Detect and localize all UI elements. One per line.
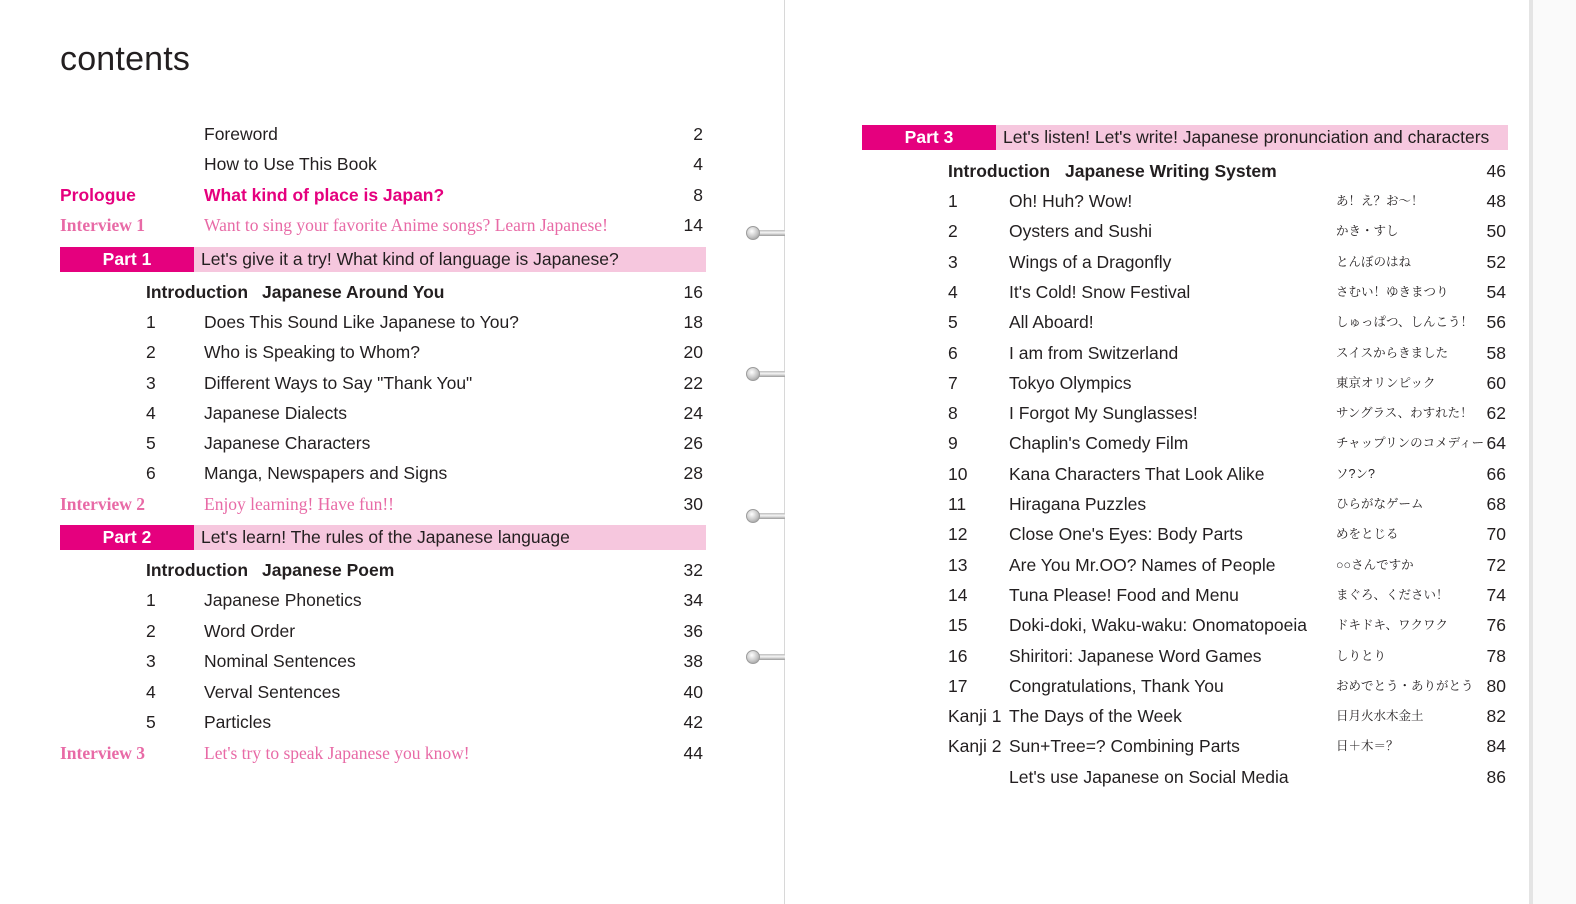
toc-row-lesson bbox=[862, 368, 1506, 398]
lesson-number: 1 bbox=[948, 191, 958, 211]
page-number: 28 bbox=[683, 463, 703, 483]
section-label: Prologue bbox=[60, 185, 136, 205]
toc-row-lesson bbox=[60, 646, 705, 676]
toc-row-prologue bbox=[60, 180, 705, 210]
page-number: 44 bbox=[683, 743, 703, 763]
toc-row-lesson bbox=[862, 307, 1506, 337]
entry-title: Manga, Newspapers and Signs bbox=[204, 463, 448, 483]
toc-row-lesson bbox=[862, 762, 1506, 792]
entry-title: Enjoy learning! Have fun!! bbox=[204, 494, 394, 514]
japanese-subtitle: あ！え？お～！ bbox=[1336, 194, 1424, 208]
entry-title: It's Cold! Snow Festival bbox=[1009, 282, 1191, 302]
japanese-subtitle: スイスからきました bbox=[1336, 346, 1449, 360]
page-number: 58 bbox=[1486, 343, 1506, 363]
entry-title: Tokyo Olympics bbox=[1009, 373, 1132, 393]
entry-title: Chaplin's Comedy Film bbox=[1009, 433, 1189, 453]
page-number: 66 bbox=[1486, 464, 1506, 484]
page-number: 34 bbox=[683, 590, 703, 610]
page-number: 52 bbox=[1486, 252, 1506, 272]
page-number: 78 bbox=[1486, 646, 1506, 666]
page-number: 18 bbox=[683, 312, 703, 332]
page-number: 62 bbox=[1486, 403, 1506, 423]
toc-row-introduction bbox=[60, 277, 705, 307]
intro-label: Introduction bbox=[146, 560, 249, 580]
section-label: Interview 1 bbox=[60, 215, 146, 235]
entry-title: Japanese Dialects bbox=[204, 403, 347, 423]
lesson-number: 13 bbox=[948, 555, 968, 575]
part-1-header bbox=[60, 247, 706, 272]
intro-label: Introduction bbox=[146, 282, 249, 302]
entry-title: Who is Speaking to Whom? bbox=[204, 342, 420, 362]
japanese-subtitle: めをとじる bbox=[1336, 527, 1399, 541]
entry-title: The Days of the Week bbox=[1009, 706, 1182, 726]
lesson-number: 15 bbox=[948, 615, 968, 635]
toc-row-lesson bbox=[60, 585, 705, 615]
page-number: 82 bbox=[1486, 706, 1506, 726]
lesson-number: 6 bbox=[948, 343, 958, 363]
entry-title: I am from Switzerland bbox=[1009, 343, 1179, 363]
part-title: Let's listen! Let's write! Japanese pronunciation and characters bbox=[1003, 127, 1490, 147]
lesson-number: 6 bbox=[146, 463, 156, 483]
page-number: 22 bbox=[683, 373, 703, 393]
toc-row-lesson bbox=[60, 428, 705, 458]
page-number: 56 bbox=[1486, 312, 1506, 332]
entry-title: Want to sing your favorite Anime songs? Learn Japanese! bbox=[204, 215, 608, 235]
page-number: 20 bbox=[683, 342, 703, 362]
entry-title: Let's try to speak Japanese you know! bbox=[204, 743, 470, 763]
page-number: 54 bbox=[1486, 282, 1506, 302]
entry-title: Doki-doki, Waku-waku: Onomatopoeia bbox=[1009, 615, 1307, 635]
entry-title: Japanese Phonetics bbox=[204, 590, 362, 610]
toc-row-lesson bbox=[862, 186, 1506, 216]
japanese-subtitle: かき・すし bbox=[1336, 224, 1399, 238]
entry-title: Nominal Sentences bbox=[204, 651, 356, 671]
lesson-number: 5 bbox=[146, 712, 156, 732]
page-number: 40 bbox=[683, 682, 703, 702]
toc-row-lesson bbox=[862, 398, 1506, 428]
entry-title: I Forgot My Sunglasses! bbox=[1009, 403, 1198, 423]
lesson-number: 2 bbox=[948, 221, 958, 241]
entry-title: Verval Sentences bbox=[204, 682, 341, 702]
toc-row-lesson bbox=[862, 489, 1506, 519]
page-number: 8 bbox=[693, 185, 703, 205]
toc-row-how-to-use bbox=[60, 149, 705, 179]
toc-row-introduction bbox=[862, 156, 1506, 186]
left-page bbox=[0, 0, 785, 904]
lesson-number: 11 bbox=[948, 494, 967, 514]
japanese-subtitle: 東京オリンピック bbox=[1336, 376, 1436, 390]
toc-row-lesson bbox=[862, 550, 1506, 580]
page-number: 42 bbox=[683, 712, 703, 732]
page-number: 84 bbox=[1486, 736, 1506, 756]
entry-title: Japanese Characters bbox=[204, 433, 371, 453]
page-number: 16 bbox=[683, 282, 703, 302]
lesson-number: 2 bbox=[146, 621, 156, 641]
toc-row-lesson bbox=[862, 580, 1506, 610]
page-number: 64 bbox=[1486, 433, 1506, 453]
lesson-number: 4 bbox=[146, 403, 156, 423]
part-tab: Part 3 bbox=[862, 125, 996, 150]
toc-row-lesson bbox=[862, 247, 1506, 277]
toc-row-lesson bbox=[60, 458, 705, 488]
toc-row-lesson bbox=[862, 731, 1506, 761]
japanese-subtitle: おめでとう・ありがとう bbox=[1336, 679, 1474, 693]
part-3-header bbox=[862, 125, 1508, 150]
entry-title: All Aboard! bbox=[1009, 312, 1094, 332]
lesson-number: 3 bbox=[146, 651, 156, 671]
toc-row-lesson bbox=[60, 707, 705, 737]
right-page bbox=[785, 0, 1531, 904]
toc-row-lesson bbox=[862, 277, 1506, 307]
section-label: Interview 2 bbox=[60, 494, 146, 514]
page-number: 46 bbox=[1486, 161, 1506, 181]
toc-row-lesson bbox=[862, 641, 1506, 671]
lesson-number: 16 bbox=[948, 646, 968, 666]
page-title: contents bbox=[60, 40, 191, 78]
entry-title: Shiritori: Japanese Word Games bbox=[1009, 646, 1262, 666]
japanese-subtitle: ○○さんですか bbox=[1336, 558, 1414, 572]
entry-title: Congratulations, Thank You bbox=[1009, 676, 1224, 696]
page-number: 70 bbox=[1486, 524, 1506, 544]
lesson-number: 14 bbox=[948, 585, 968, 605]
japanese-subtitle: ひらがなゲーム bbox=[1336, 497, 1424, 511]
lesson-number: 7 bbox=[948, 373, 958, 393]
japanese-subtitle: 日月火水木金土 bbox=[1336, 709, 1424, 723]
entry-title: Particles bbox=[204, 712, 272, 732]
part-title: Let's give it a try! What kind of language is Japanese? bbox=[201, 249, 619, 269]
toc-row-lesson bbox=[60, 368, 705, 398]
part-title: Let's learn! The rules of the Japanese language bbox=[201, 527, 570, 547]
japanese-subtitle: サングラス、わすれた！ bbox=[1336, 406, 1473, 420]
japanese-subtitle: まぐろ、ください！ bbox=[1336, 588, 1449, 602]
lesson-number: 5 bbox=[146, 433, 156, 453]
lesson-number: Kanji 1 bbox=[948, 706, 1002, 726]
toc-row-lesson bbox=[862, 216, 1506, 246]
entry-title: Word Order bbox=[204, 621, 296, 641]
page-number: 80 bbox=[1486, 676, 1506, 696]
section-label: Interview 3 bbox=[60, 743, 146, 763]
toc-row-lesson bbox=[60, 337, 705, 367]
entry-title: What kind of place is Japan? bbox=[204, 185, 445, 205]
page-number: 48 bbox=[1486, 191, 1506, 211]
toc-row-lesson bbox=[60, 307, 705, 337]
entry-title: How to Use This Book bbox=[204, 154, 377, 174]
entry-title: Let's use Japanese on Social Media bbox=[1009, 767, 1289, 787]
page-number: 14 bbox=[683, 215, 703, 235]
japanese-subtitle: しゅっぱつ、しんこう！ bbox=[1336, 315, 1474, 329]
entry-title: Kana Characters That Look Alike bbox=[1009, 464, 1265, 484]
lesson-number: 3 bbox=[146, 373, 156, 393]
page-number: 60 bbox=[1486, 373, 1506, 393]
page-number: 38 bbox=[683, 651, 703, 671]
toc-row-interview-3 bbox=[60, 738, 705, 768]
entry-title: Does This Sound Like Japanese to You? bbox=[204, 312, 519, 332]
entry-title: Different Ways to Say "Thank You" bbox=[204, 373, 473, 393]
toc-row-foreword bbox=[60, 119, 705, 149]
toc-row-lesson bbox=[60, 677, 705, 707]
entry-title: Sun+Tree=? Combining Parts bbox=[1009, 736, 1240, 756]
entry-title: Japanese Around You bbox=[262, 282, 445, 302]
japanese-subtitle: しりとり bbox=[1336, 649, 1387, 663]
part-2-header bbox=[60, 525, 706, 550]
entry-title: Hiragana Puzzles bbox=[1009, 494, 1147, 514]
page-number: 24 bbox=[683, 403, 703, 423]
entry-title: Japanese Poem bbox=[262, 560, 395, 580]
page-number: 76 bbox=[1486, 615, 1506, 635]
page-number: 30 bbox=[683, 494, 703, 514]
toc-row-interview-1 bbox=[60, 210, 705, 240]
page-number: 2 bbox=[693, 124, 703, 144]
lesson-number: 12 bbox=[948, 524, 968, 544]
entry-title: Are You Mr.OO? Names of People bbox=[1009, 555, 1276, 575]
page-number: 50 bbox=[1486, 221, 1506, 241]
lesson-number: 3 bbox=[948, 252, 958, 272]
page-number: 32 bbox=[683, 560, 703, 580]
lesson-number: 5 bbox=[948, 312, 958, 332]
toc-row-lesson bbox=[862, 610, 1506, 640]
toc-row-lesson bbox=[862, 701, 1506, 731]
page-number: 36 bbox=[683, 621, 703, 641]
toc-row-lesson bbox=[60, 616, 705, 646]
page-number: 74 bbox=[1486, 585, 1506, 605]
japanese-subtitle: とんぼのはね bbox=[1336, 255, 1412, 269]
lesson-number: 1 bbox=[146, 590, 156, 610]
part-tab: Part 1 bbox=[60, 247, 194, 272]
toc-row-lesson bbox=[862, 671, 1506, 701]
lesson-number: 2 bbox=[146, 342, 156, 362]
japanese-subtitle: 日＋木＝？ bbox=[1336, 739, 1399, 753]
page-number: 26 bbox=[683, 433, 703, 453]
lesson-number: 17 bbox=[948, 676, 968, 696]
page-number: 72 bbox=[1486, 555, 1506, 575]
toc-row-interview-2 bbox=[60, 489, 705, 519]
japanese-subtitle: チャップリンのコメディー bbox=[1336, 436, 1485, 450]
page-number: 4 bbox=[693, 154, 703, 174]
toc-row-lesson bbox=[862, 519, 1506, 549]
lesson-number: 4 bbox=[146, 682, 156, 702]
japanese-subtitle: ドキドキ、ワクワク bbox=[1336, 618, 1449, 632]
entry-title: Tuna Please! Food and Menu bbox=[1009, 585, 1239, 605]
entry-title: Oysters and Sushi bbox=[1009, 221, 1152, 241]
toc-row-lesson bbox=[60, 398, 705, 428]
toc-row-introduction bbox=[60, 555, 705, 585]
lesson-number: 4 bbox=[948, 282, 958, 302]
entry-title: Wings of a Dragonfly bbox=[1009, 252, 1172, 272]
japanese-subtitle: ソ?ン? bbox=[1336, 467, 1375, 481]
entry-title: Oh! Huh? Wow! bbox=[1009, 191, 1133, 211]
page-number: 86 bbox=[1486, 767, 1506, 787]
intro-label: Introduction bbox=[948, 161, 1051, 181]
lesson-number: 9 bbox=[948, 433, 958, 453]
toc-row-lesson bbox=[862, 459, 1506, 489]
entry-title: Foreword bbox=[204, 124, 278, 144]
page-number: 68 bbox=[1486, 494, 1506, 514]
entry-title: Close One's Eyes: Body Parts bbox=[1009, 524, 1243, 544]
lesson-number: 8 bbox=[948, 403, 958, 423]
toc-row-lesson bbox=[862, 428, 1506, 458]
part-tab: Part 2 bbox=[60, 525, 194, 550]
lesson-number: 1 bbox=[146, 312, 156, 332]
toc-row-lesson bbox=[862, 338, 1506, 368]
background bbox=[1533, 0, 1576, 904]
lesson-number: Kanji 2 bbox=[948, 736, 1002, 756]
japanese-subtitle: さむい！ゆきまつり bbox=[1336, 285, 1449, 299]
entry-title: Japanese Writing System bbox=[1065, 161, 1277, 181]
lesson-number: 10 bbox=[948, 464, 968, 484]
